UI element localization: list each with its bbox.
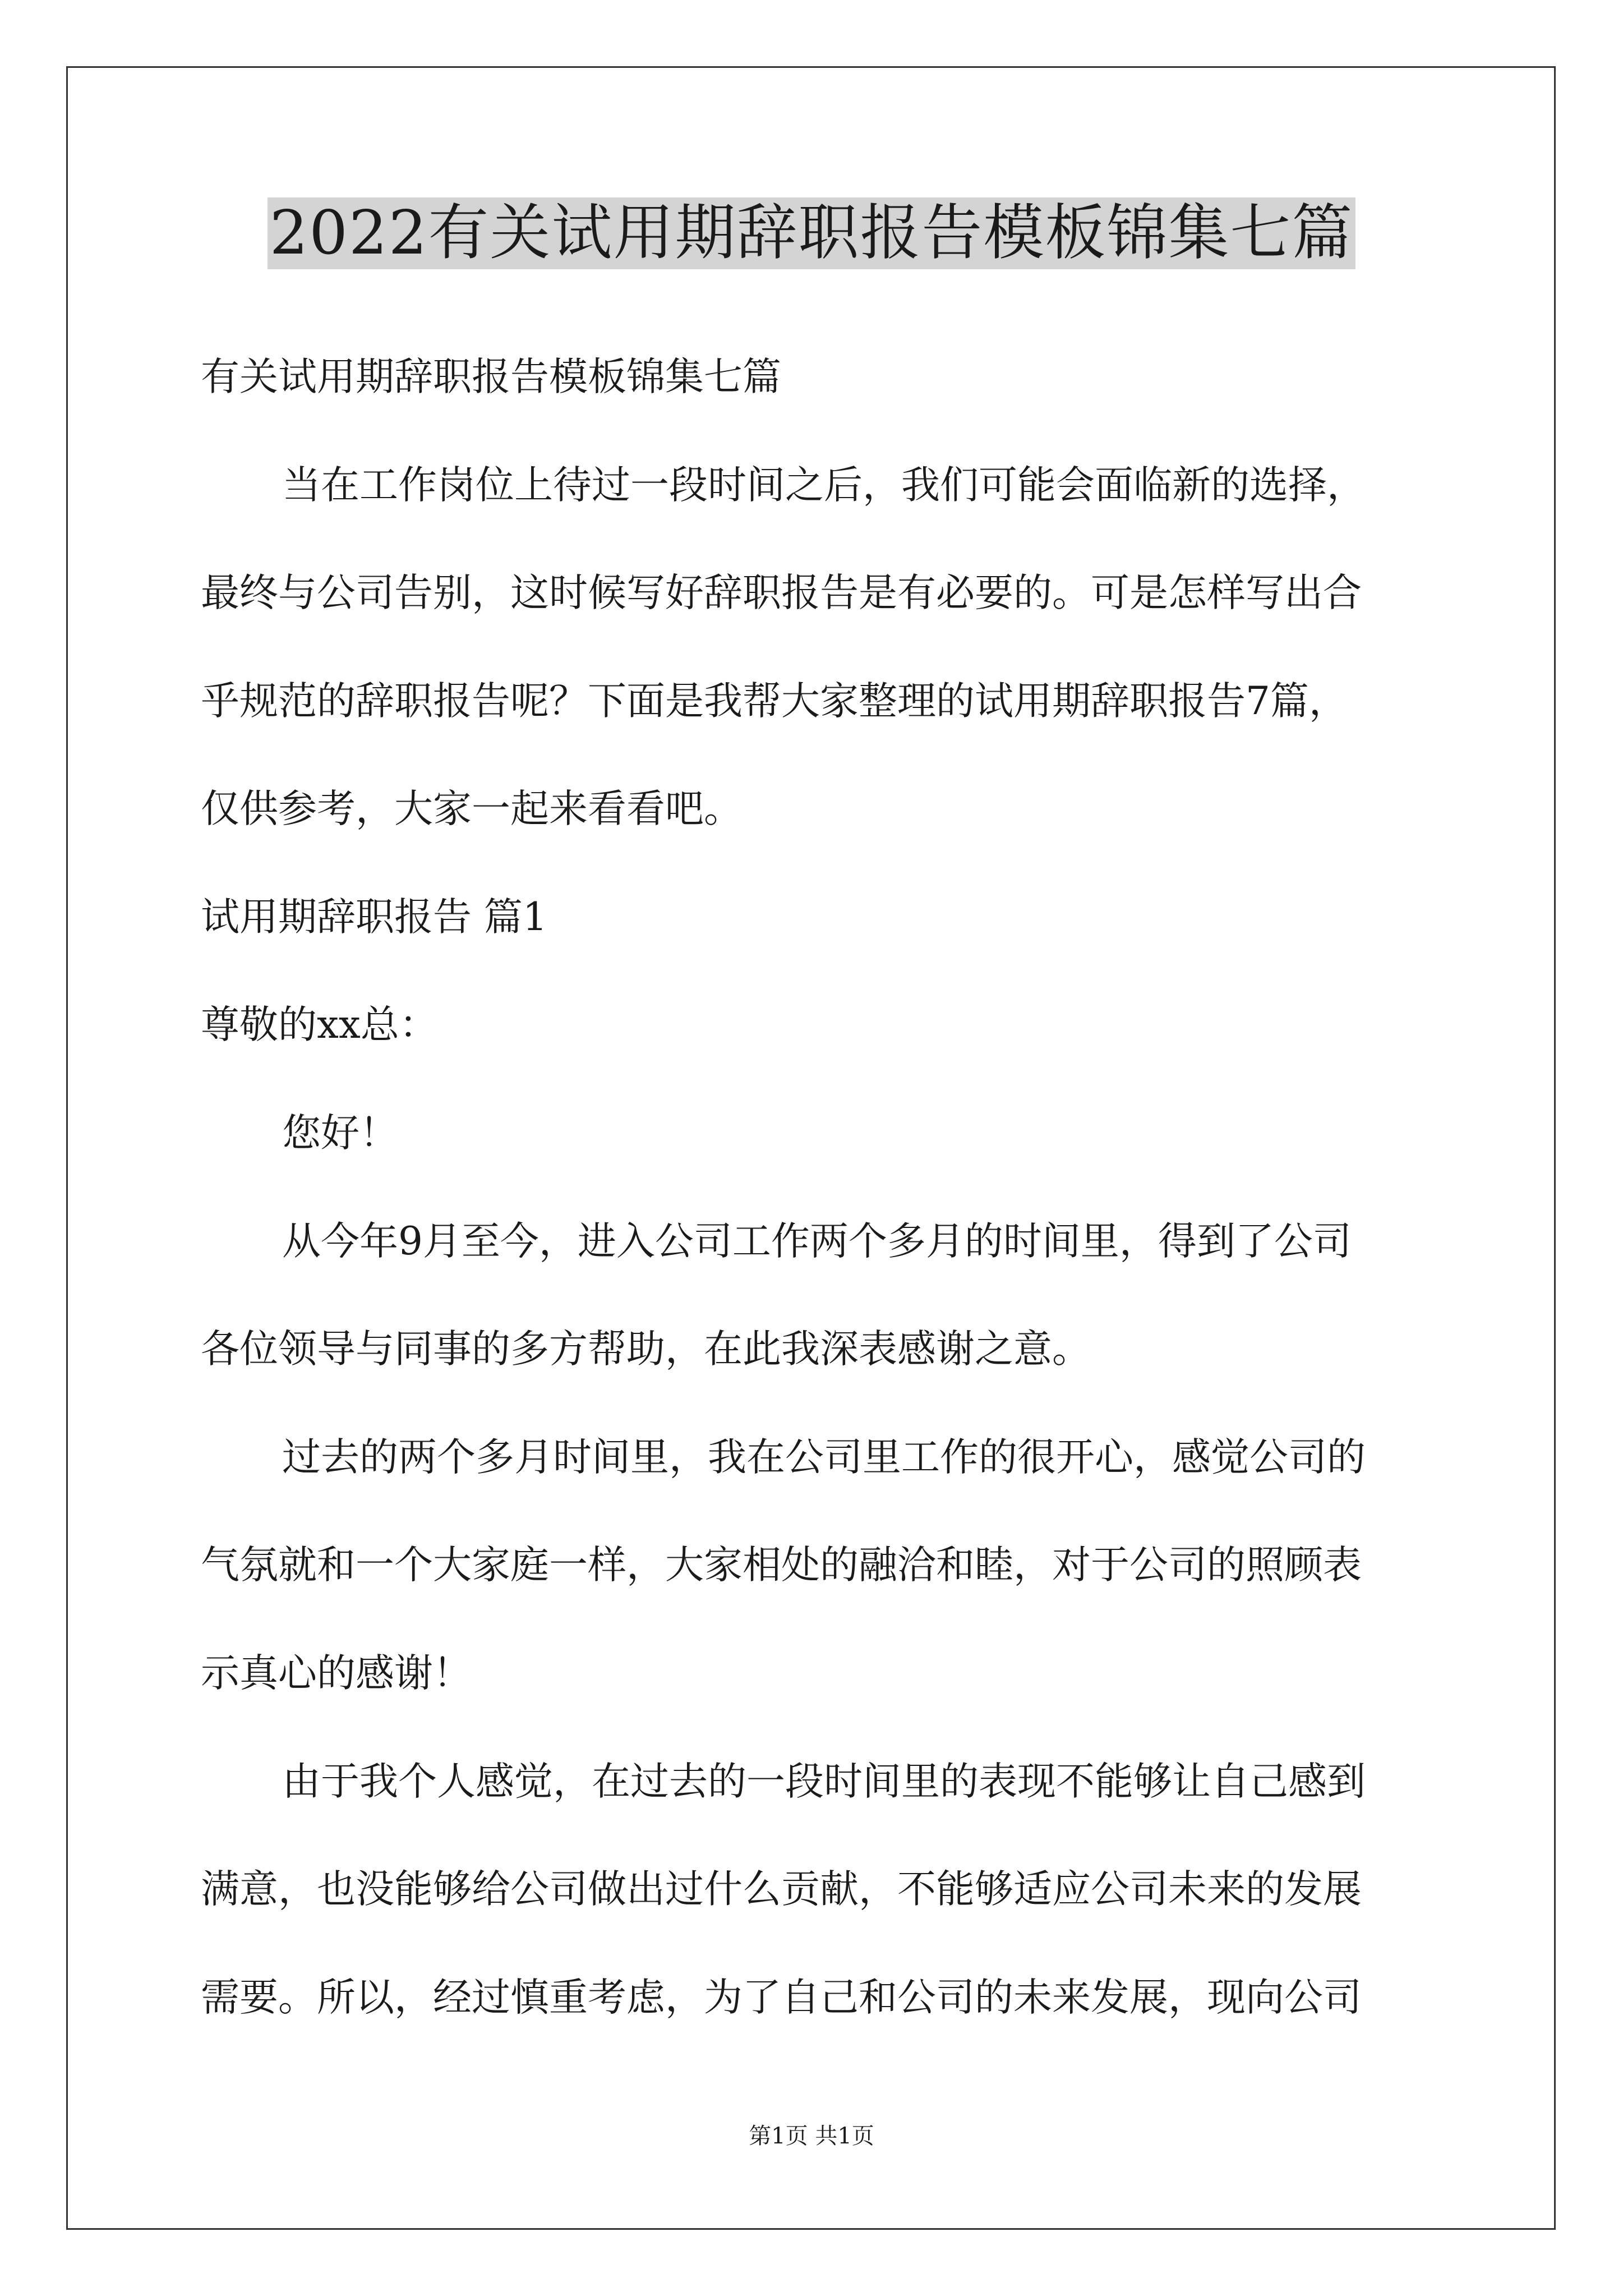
document-title: 2022有关试用期辞职报告模板锦集七篇: [268, 197, 1356, 269]
para2-line-2: 气氛就和一个大家庭一样，大家相处的融洽和睦，对于公司的照顾表: [201, 1543, 1362, 1588]
salutation: 尊敬的xx总：: [201, 1002, 438, 1047]
intro-line-4: 仅供参考，大家一起来看看吧。: [201, 786, 743, 831]
title-container: [0, 197, 1623, 269]
section-heading: 试用期辞职报告 篇1: [201, 895, 547, 940]
para3-line-3: 需要。所以，经过慎重考虑，为了自己和公司的未来发展，现向公司: [201, 1975, 1362, 2020]
page-footer: 第1页 共1页: [749, 2123, 874, 2149]
document-subtitle: 有关试用期辞职报告模板锦集七篇: [201, 355, 781, 399]
para3-line-1: 由于我个人感觉，在过去的一段时间里的表现不能够让自己感到: [282, 1759, 1366, 1804]
greeting: 您好！: [282, 1111, 398, 1156]
intro-line-1: 当在工作岗位上待过一段时间之后，我们可能会面临新的选择，: [282, 463, 1366, 508]
para2-line-3: 示真心的感谢！: [201, 1651, 472, 1696]
para1-line-2: 各位领导与同事的多方帮助，在此我深表感谢之意。: [201, 1327, 1091, 1372]
intro-line-3: 乎规范的辞职报告呢？下面是我帮大家整理的试用期辞职报告7篇，: [201, 679, 1348, 724]
para1-line-1: 从今年9月至今，进入公司工作两个多月的时间里，得到了公司: [282, 1219, 1352, 1264]
para3-line-2: 满意，也没能够给公司做出过什么贡献，不能够适应公司未来的发展: [201, 1867, 1362, 1912]
intro-line-2: 最终与公司告别，这时候写好辞职报告是有必要的。可是怎样写出合: [201, 570, 1362, 615]
para2-line-1: 过去的两个多月时间里，我在公司里工作的很开心，感觉公司的: [282, 1435, 1366, 1480]
